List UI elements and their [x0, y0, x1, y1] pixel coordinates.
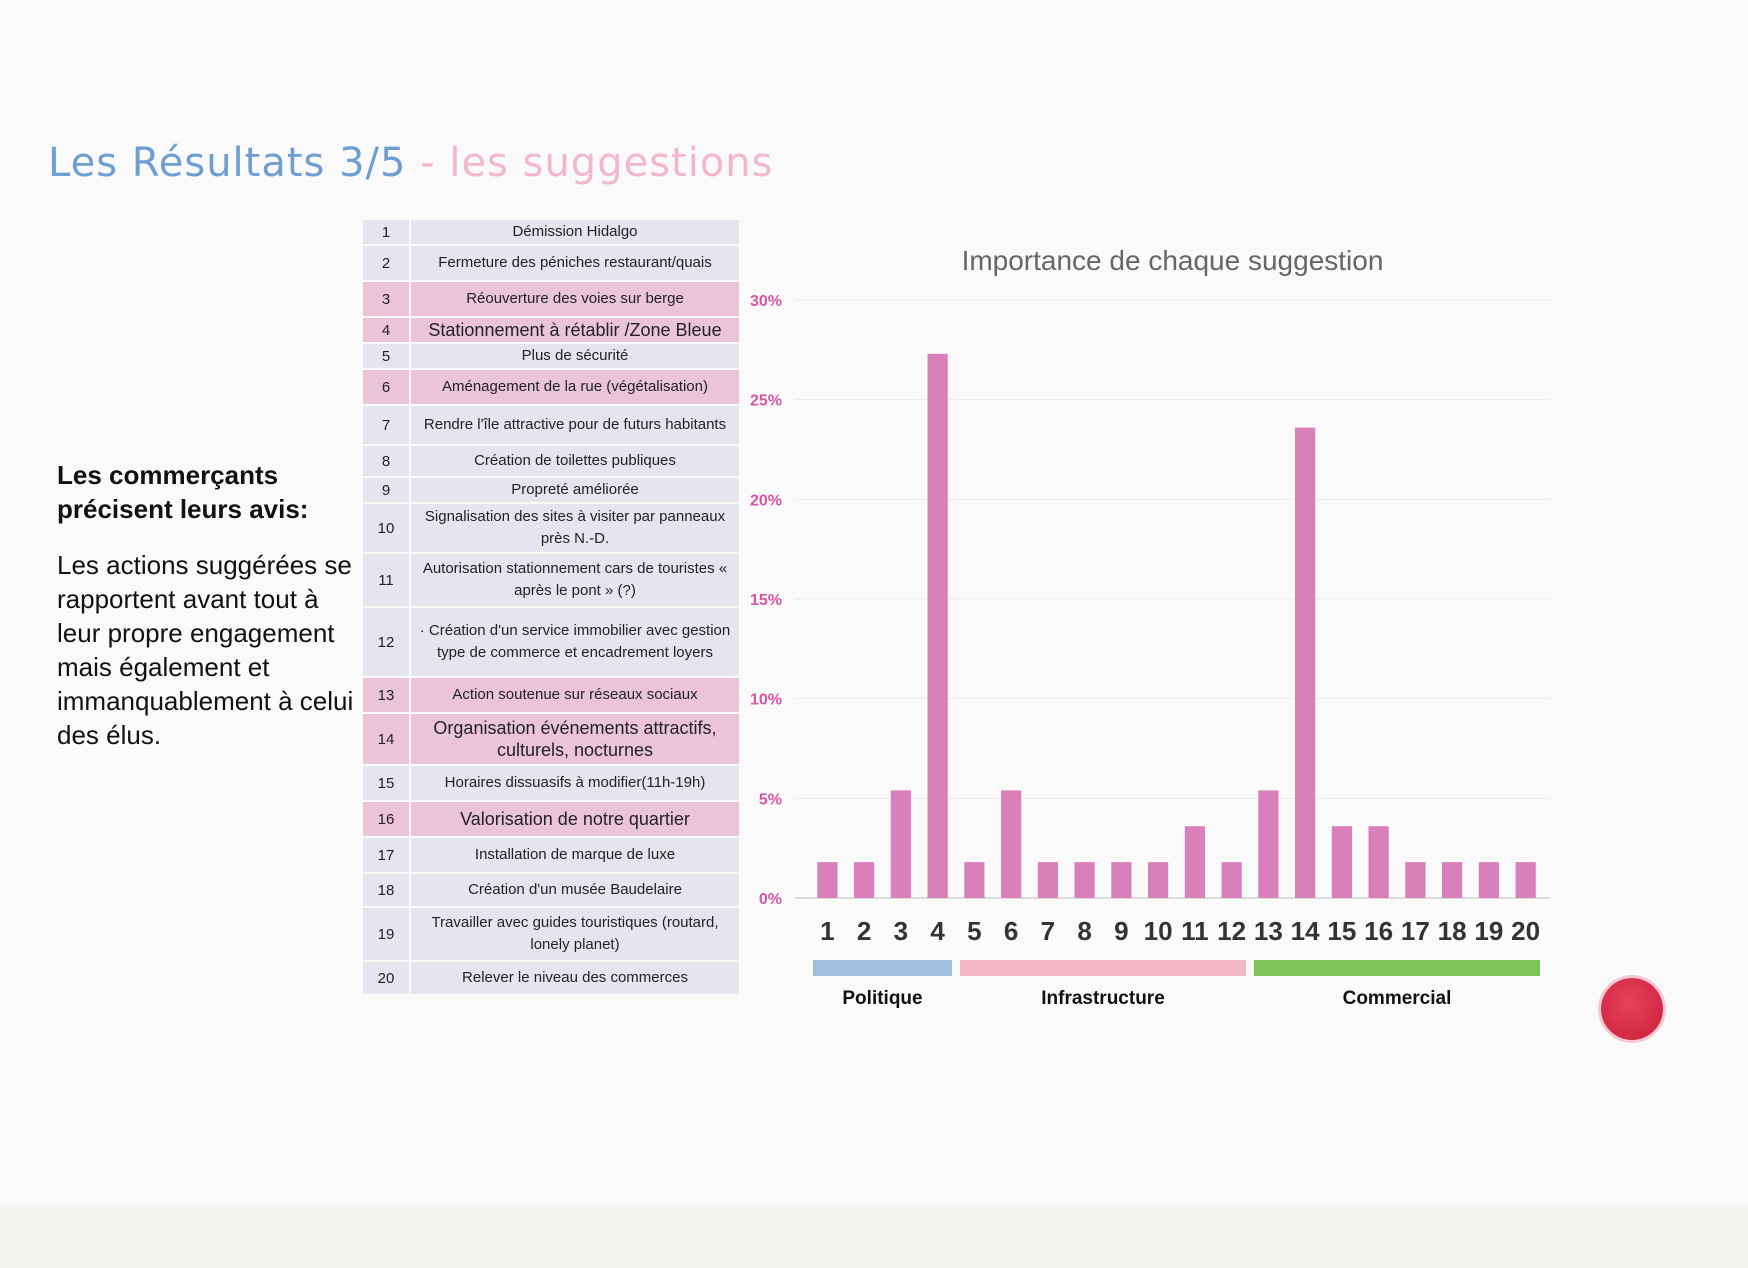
suggestion-label: Réouverture des voies sur berge: [410, 281, 740, 317]
suggestion-number: 6: [362, 369, 410, 405]
suggestion-label: Action soutenue sur réseaux sociaux: [410, 677, 740, 713]
suggestion-number: 3: [362, 281, 410, 317]
x-tick-label: 17: [1400, 916, 1430, 946]
suggestion-label: Rendre l'île attractive pour de futurs habitants: [410, 405, 740, 445]
suggestion-row: [362, 837, 740, 873]
suggestion-row: [362, 343, 740, 369]
x-tick-label: 3: [893, 916, 909, 946]
bar: [891, 790, 911, 898]
suggestion-label: Autorisation stationnement cars de touristes « après le pont » (?): [410, 553, 740, 607]
suggestion-label: Stationnement à rétablir /Zone Bleue: [410, 317, 740, 343]
x-tick-label: 19: [1474, 916, 1504, 946]
x-tick-label: 6: [1003, 916, 1019, 946]
bar: [1258, 790, 1278, 898]
suggestion-label: Fermeture des péniches restaurant/quais: [410, 245, 740, 281]
category-bar: [813, 960, 952, 976]
suggestion-number: 20: [362, 961, 410, 995]
side-body: Les actions suggérées se rapportent avant tout à leur propre engagement mais également et immanquablement à celui des élus.: [57, 550, 354, 750]
x-tick-label: 16: [1364, 916, 1394, 946]
y-tick-label: 20%: [749, 492, 782, 510]
suggestion-number: 1: [362, 219, 410, 245]
x-tick-label: 18: [1437, 916, 1467, 946]
suggestion-label: Création d'un musée Baudelaire: [410, 873, 740, 907]
bar: [964, 862, 984, 898]
suggestion-label: Création de toilettes publiques: [410, 445, 740, 477]
suggestion-row: [362, 765, 740, 801]
suggestion-label: Aménagement de la rue (végétalisation): [410, 369, 740, 405]
suggestion-number: 12: [362, 607, 410, 677]
suggestion-label: Démission Hidalgo: [410, 219, 740, 245]
category-label: Infrastructure: [1041, 988, 1165, 1009]
chart-title: Importance de chaque suggestion: [961, 245, 1384, 276]
bar: [1222, 862, 1242, 898]
bar: [1405, 862, 1425, 898]
x-tick-label: 1: [820, 916, 835, 946]
suggestion-row: [362, 477, 740, 503]
page-title: [48, 140, 774, 186]
suggestion-number: 14: [362, 713, 410, 765]
suggestion-number: 2: [362, 245, 410, 281]
y-tick-label: 25%: [749, 392, 782, 410]
suggestion-row: [362, 405, 740, 445]
x-tick-label: 15: [1327, 916, 1357, 946]
suggestion-number: 8: [362, 445, 410, 477]
suggestion-bar-chart: [720, 230, 1560, 990]
suggestion-label: Valorisation de notre quartier: [410, 801, 740, 837]
bar: [1479, 862, 1499, 898]
bar: [1332, 826, 1352, 898]
x-tick-label: 12: [1217, 916, 1247, 946]
bar: [1442, 862, 1462, 898]
suggestion-label: Travailler avec guides touristiques (routard, lonely planet): [410, 907, 740, 961]
suggestions-table: [361, 218, 741, 996]
suggestion-number: 5: [362, 343, 410, 369]
suggestion-number: 13: [362, 677, 410, 713]
x-tick-label: 10: [1143, 916, 1173, 946]
suggestion-number: 19: [362, 907, 410, 961]
category-label: Commercial: [1342, 988, 1452, 1009]
bar: [1516, 862, 1536, 898]
suggestion-number: 11: [362, 553, 410, 607]
x-tick-label: 20: [1511, 916, 1541, 946]
category-bar: [960, 960, 1246, 976]
suggestion-row: [362, 801, 740, 837]
suggestion-row: [362, 907, 740, 961]
bar: [1185, 826, 1205, 898]
suggestion-number: 4: [362, 317, 410, 343]
suggestion-label: · Création d'un service immobilier avec gestion type de commerce et encadrement loyers: [410, 607, 740, 677]
suggestion-number: 16: [362, 801, 410, 837]
x-tick-label: 9: [1114, 916, 1129, 946]
bar: [1369, 826, 1389, 898]
side-text: [57, 458, 357, 752]
x-tick-label: 2: [856, 916, 872, 946]
suggestion-row: [362, 677, 740, 713]
suggestion-label: Installation de marque de luxe: [410, 837, 740, 873]
suggestion-row: [362, 553, 740, 607]
bar: [1038, 862, 1058, 898]
x-tick-label: 7: [1040, 916, 1056, 946]
x-tick-label: 14: [1290, 916, 1320, 946]
suggestion-row: [362, 503, 740, 553]
suggestion-number: 7: [362, 405, 410, 445]
y-tick-label: 0%: [758, 891, 782, 908]
suggestion-number: 9: [362, 477, 410, 503]
suggestion-number: 10: [362, 503, 410, 553]
suggestion-number: 15: [362, 765, 410, 801]
suggestion-row: [362, 445, 740, 477]
suggestion-row: [362, 281, 740, 317]
x-tick-label: 13: [1253, 916, 1283, 946]
bar: [928, 354, 948, 898]
logo-badge: [1601, 978, 1663, 1040]
x-tick-label: 8: [1077, 916, 1092, 946]
suggestion-row: [362, 607, 740, 677]
x-tick-label: 4: [930, 916, 945, 946]
suggestion-number: 18: [362, 873, 410, 907]
suggestion-row: [362, 219, 740, 245]
suggestion-number: 17: [362, 837, 410, 873]
y-tick-label: 15%: [749, 592, 782, 609]
suggestion-label: Horaires dissuasifs à modifier(11h-19h): [410, 765, 740, 801]
suggestion-row: [362, 245, 740, 281]
bar: [1295, 428, 1315, 898]
page-bottom-strip: [0, 1205, 1748, 1268]
bar: [1075, 862, 1095, 898]
suggestion-row: [362, 961, 740, 995]
category-label: Politique: [842, 988, 923, 1009]
title-main: Les Résultats 3/5: [48, 140, 407, 186]
suggestion-label: Propreté améliorée: [410, 477, 740, 503]
suggestion-label: Signalisation des sites à visiter par panneaux près N.-D.: [410, 503, 740, 553]
bar: [1001, 790, 1021, 898]
suggestion-row: [362, 317, 740, 343]
y-tick-label: 30%: [749, 293, 782, 310]
suggestion-label: Relever le niveau des commerces: [410, 961, 740, 995]
suggestion-row: [362, 369, 740, 405]
suggestion-label: Organisation événements attractifs, culturels, nocturnes: [410, 713, 740, 765]
bar: [1111, 862, 1131, 898]
bar: [1148, 862, 1168, 898]
x-tick-label: 5: [967, 916, 982, 946]
title-sub: - les suggestions: [406, 140, 774, 186]
y-tick-label: 10%: [749, 691, 782, 709]
bar: [854, 862, 874, 898]
side-heading: Les commerçants précisent leurs avis:: [57, 460, 309, 524]
x-tick-label: 11: [1181, 916, 1209, 946]
suggestion-row: [362, 873, 740, 907]
category-bar: [1254, 960, 1540, 976]
suggestion-label: Plus de sécurité: [410, 343, 740, 369]
bar: [817, 862, 837, 898]
y-tick-label: 5%: [758, 791, 782, 809]
suggestion-row: [362, 713, 740, 765]
